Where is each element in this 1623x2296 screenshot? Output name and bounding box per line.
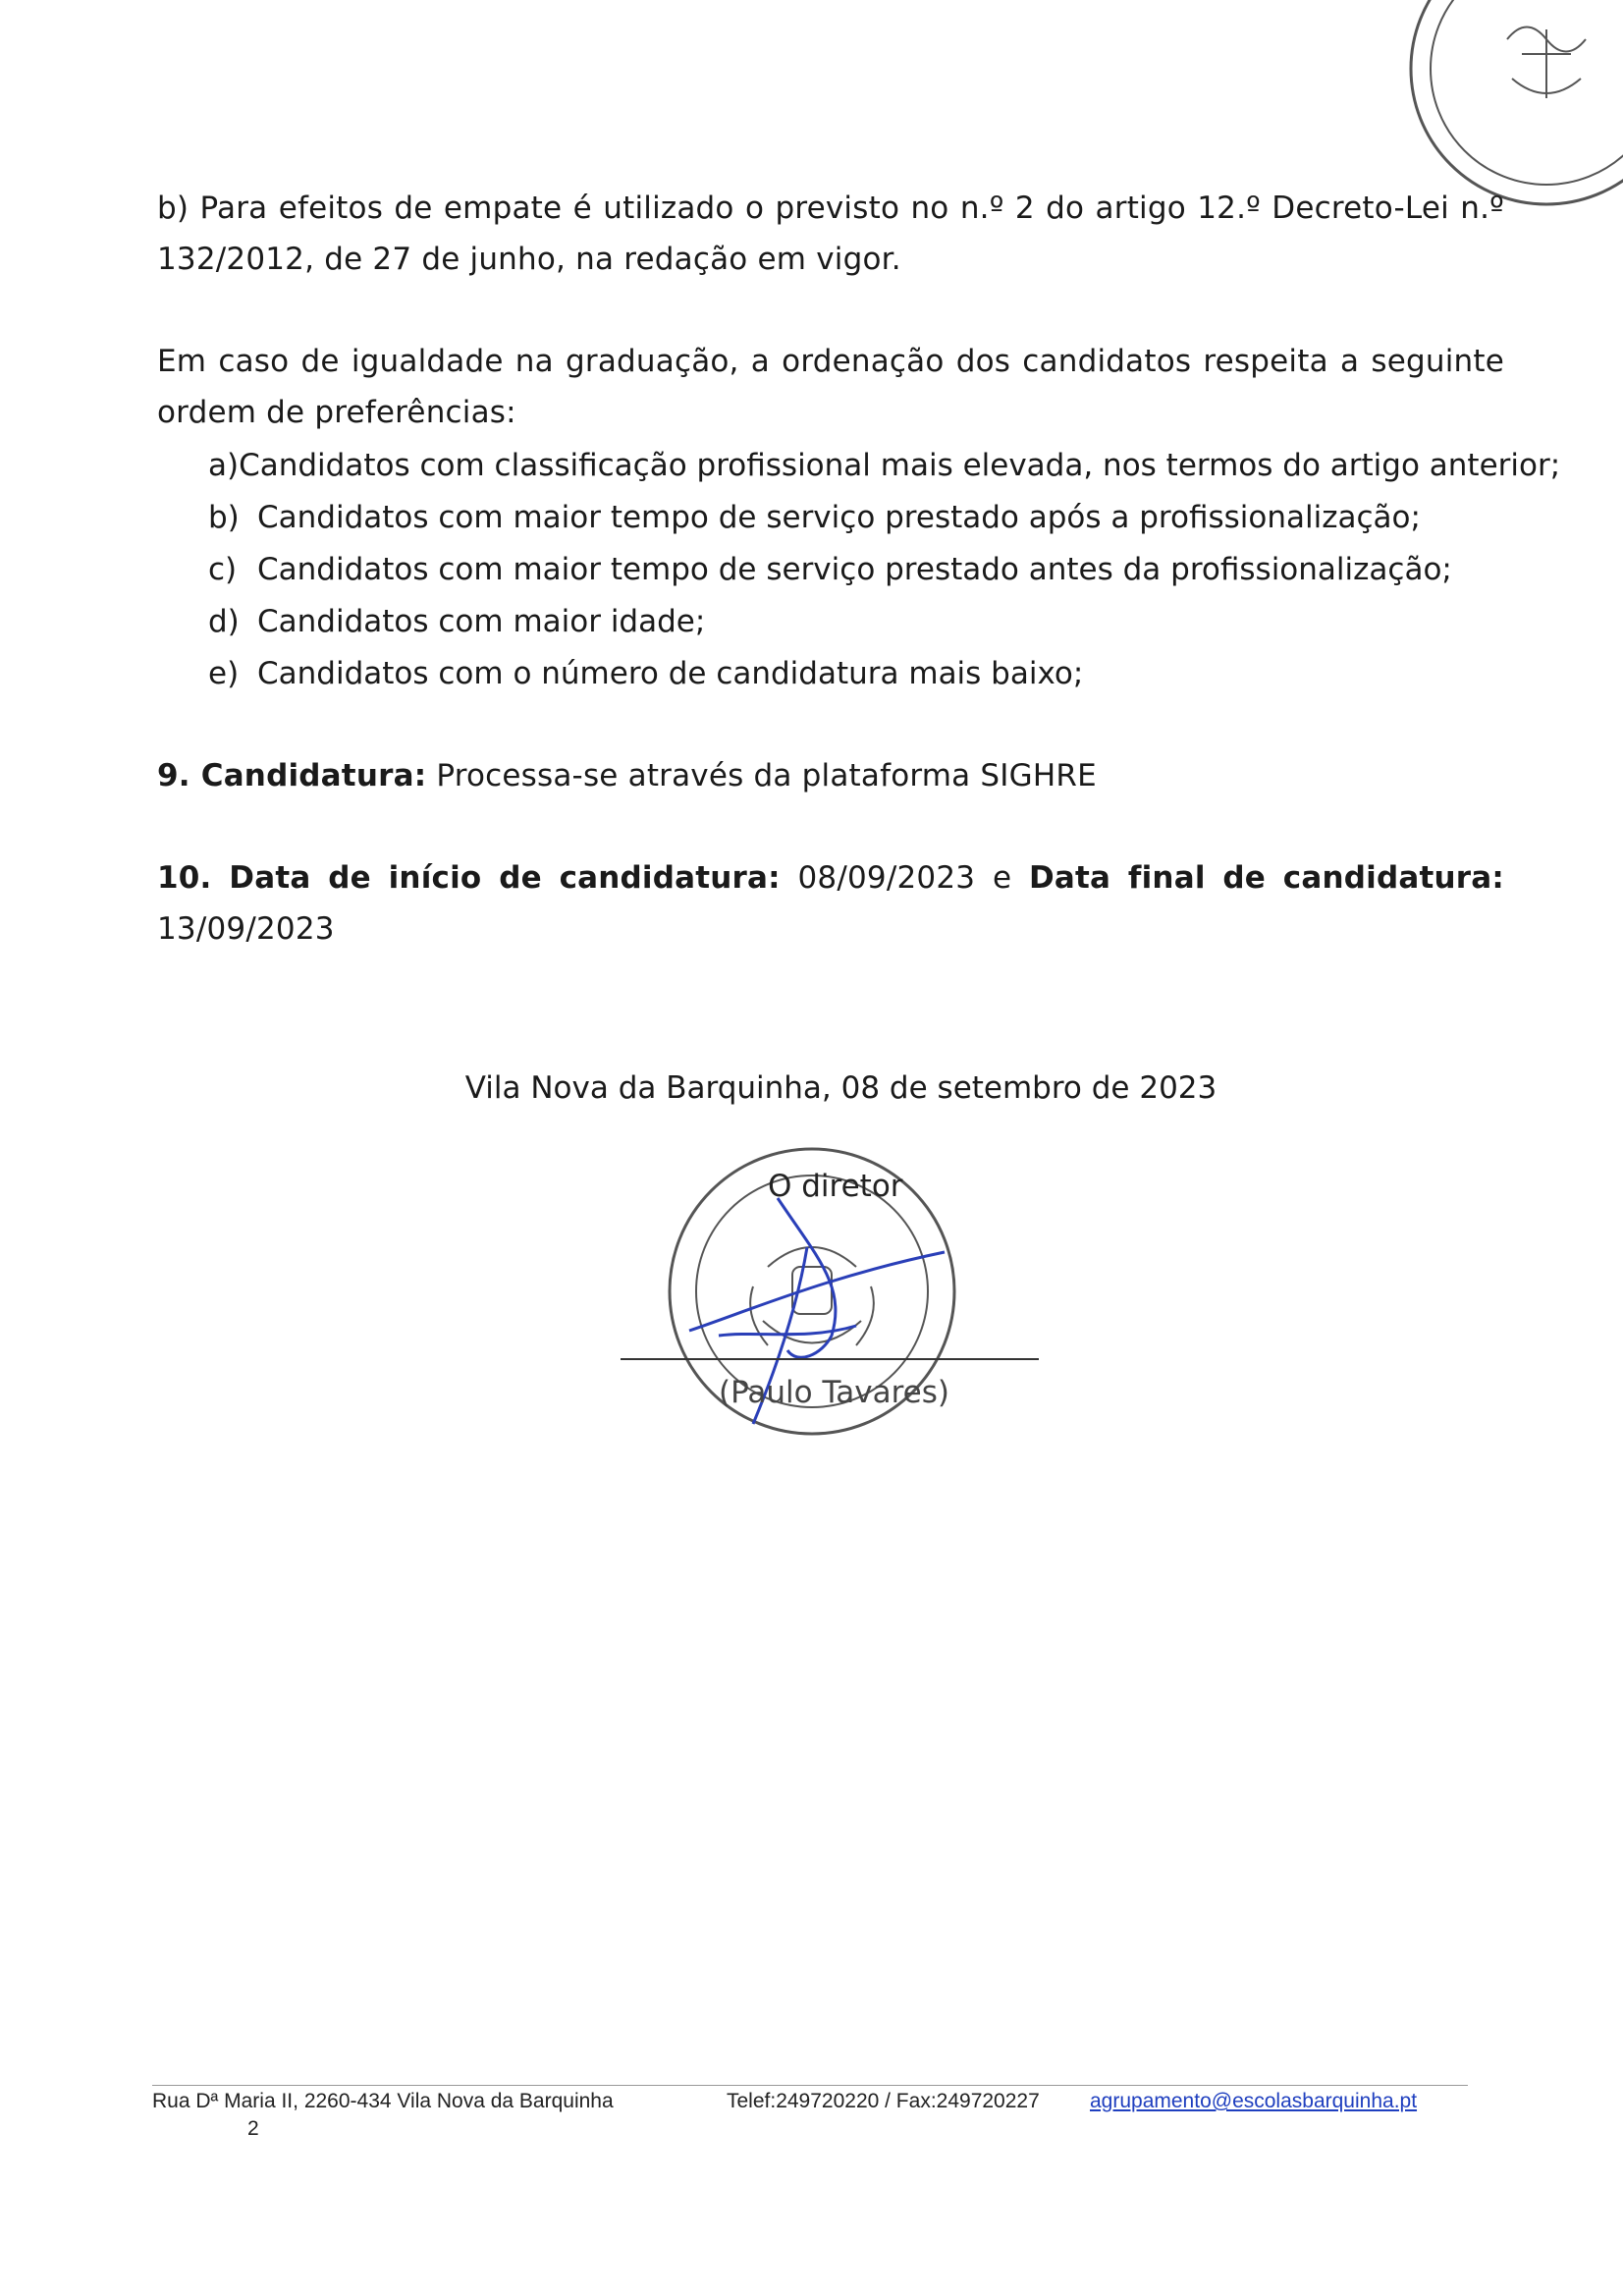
word: Data — [229, 860, 311, 896]
connector: e — [992, 860, 1012, 896]
paragraph-empate: b) Para efeitos de empate é utilizado o previsto no n.º 2 do artigo 12.º Decreto-Lei n.º 132/2012, de 27 de junho, na redação em vigor. — [157, 191, 1504, 277]
list-item-text: Candidatos com o número de candidatura mais baixo; — [257, 656, 1084, 691]
footer-address: Rua Dª Maria II, 2260-434 Vila Nova da Barquinha — [152, 2090, 614, 2112]
list-marker: b) — [208, 500, 240, 535]
signatory-name: (Paulo Tavares) — [719, 1375, 949, 1410]
page-number: 2 — [247, 2117, 259, 2140]
list-item — [208, 648, 1524, 700]
section-text: Processa-se através da plataforma SIGHRE — [436, 758, 1097, 793]
list-marker: d) — [208, 604, 240, 639]
word: candidatura: — [1282, 860, 1504, 896]
start-date: 08/09/2023 — [797, 860, 976, 896]
list-item — [208, 492, 1524, 544]
footer-phone-fax: Telef:249720220 / Fax:249720227 — [727, 2090, 1040, 2112]
list-item — [208, 440, 1561, 492]
footer-email-link[interactable]: agrupamento@escolasbarquinha.pt — [1090, 2090, 1418, 2112]
list-marker: e) — [208, 656, 240, 691]
list-item — [208, 544, 1524, 596]
signature-line — [621, 1358, 1039, 1360]
end-date: 13/09/2023 — [157, 911, 335, 947]
section-heading: 9. Candidatura: — [157, 758, 427, 793]
word: candidatura: — [559, 860, 781, 896]
list-marker: c) — [208, 552, 238, 587]
place-and-date: Vila Nova da Barquinha, 08 de setembro de 2023 — [464, 1070, 1217, 1106]
word: início — [388, 860, 482, 896]
list-item-text: Candidatos com maior idade; — [257, 604, 706, 639]
list-item-text: Candidatos com classificação profissional mais elevada, nos termos do artigo anterior; — [239, 448, 1561, 483]
section-number: 10. — [157, 860, 212, 896]
signature-block — [621, 1139, 1043, 1453]
word: de — [499, 860, 542, 896]
paragraph-igualdade: Em caso de igualdade na graduação, a ordenação dos candidatos respeita a seguinte ordem de preferências: — [157, 344, 1504, 430]
section-datas-line — [157, 852, 1504, 903]
list-item-text: Candidatos com maior tempo de serviço prestado antes da profissionalização; — [257, 552, 1452, 587]
signature-title: O diretor — [768, 1169, 903, 1204]
section-datas — [157, 852, 1504, 955]
preference-list — [208, 440, 1561, 700]
list-marker: a) — [208, 448, 240, 483]
word: Data — [1028, 860, 1111, 896]
list-item — [208, 596, 1524, 648]
word: final — [1127, 860, 1206, 896]
word: de — [1222, 860, 1267, 896]
section-candidatura — [157, 750, 1504, 801]
footer-divider — [152, 2085, 1468, 2086]
word: de — [328, 860, 371, 896]
list-item-text: Candidatos com maior tempo de serviço prestado após a profissionalização; — [257, 500, 1421, 535]
